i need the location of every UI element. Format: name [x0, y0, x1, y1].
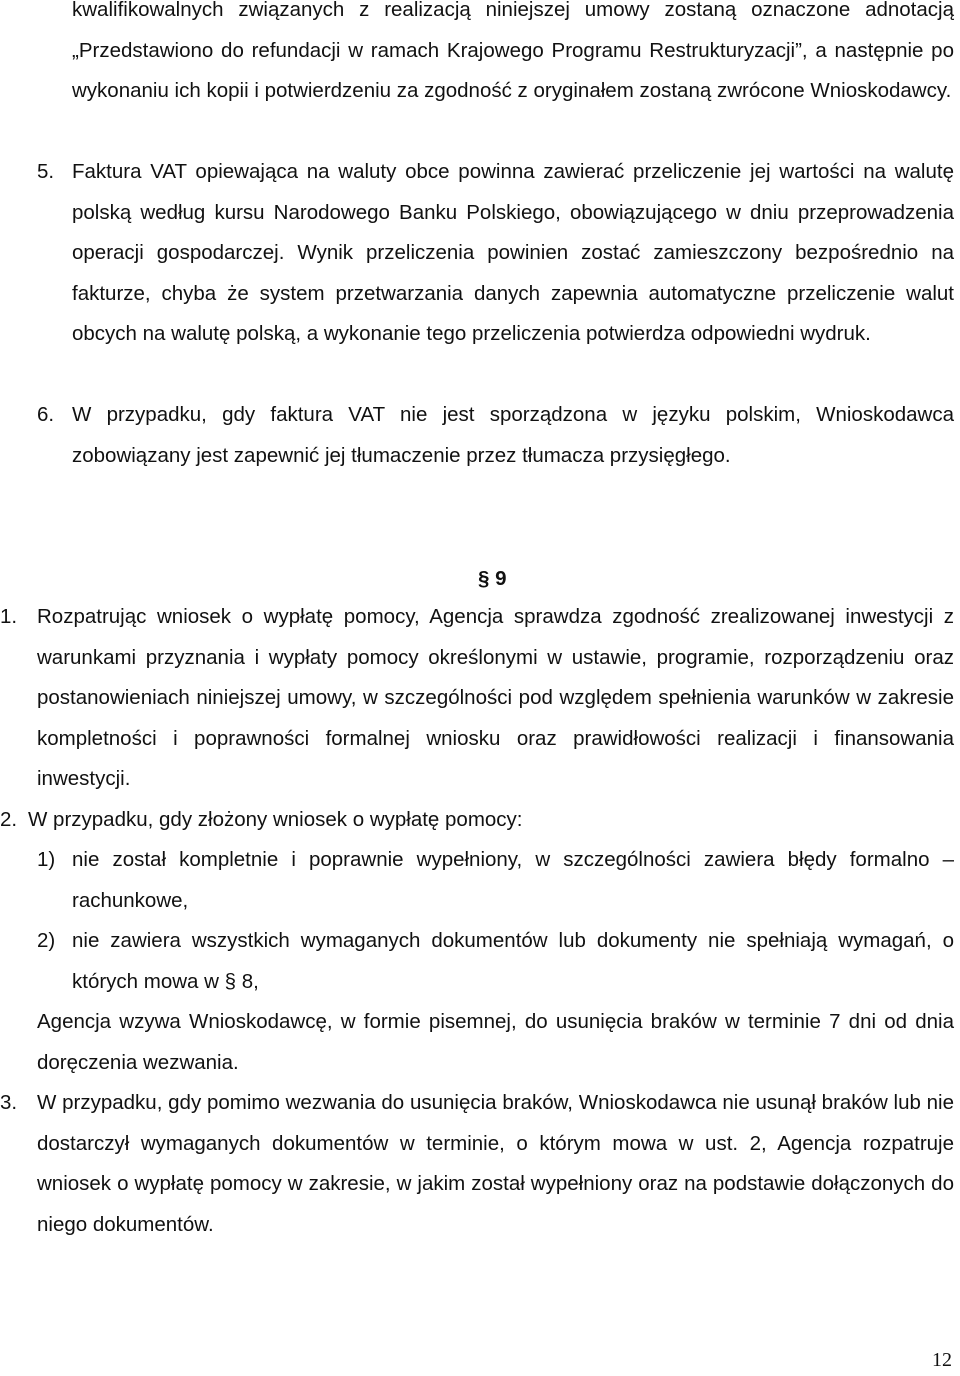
s9-item-2-closing: Agencja wzywa Wnioskodawcę, w formie pisemnej, do usunięcia braków w terminie 7 dni od dnia doręczenia wezwania. [37, 1010, 954, 1074]
s9-item-2-lead: W przypadku, gdy złożony wniosek o wypłatę pomocy: [28, 808, 523, 831]
item-6-text: W przypadku, gdy faktura VAT nie jest sporządzona w języku polskim, Wnioskodawca zobowiązany jest zapewnić jej tłumaczenie przez tłumacza przysięgłego. [72, 403, 954, 467]
s9-item-2-sub-2-number: 2) [37, 929, 56, 952]
section-heading: § 9 [478, 567, 507, 590]
s9-item-2-sub-1-number: 1) [37, 848, 56, 871]
s9-item-1-number: 1. [0, 605, 18, 628]
s9-item-3-number: 3. [0, 1091, 18, 1114]
s9-item-3-text: W przypadku, gdy pomimo wezwania do usunięcia braków, Wnioskodawca nie usunął braków lub nie dostarczył wymaganych dokumentów w terminie, o którym mowa w ust. 2, Agencja rozpatruje wniosek o wypłatę pomocy w zakresie, w jakim został wypełniony oraz na podstawie dołączonych do niego dokumentów. [37, 1091, 954, 1236]
s9-item-2-sub-2-text: nie zawiera wszystkich wymaganych dokumentów lub dokumenty nie spełniają wymagań, o których mowa w § 8, [72, 929, 954, 993]
intro-paragraph: kwalifikowalnych związanych z realizacją niniejszej umowy zostaną oznaczone adnotacją „Przedstawiono do refundacji w ramach Krajowego Programu Restrukturyzacji”, a następnie po wykonaniu ich kopii i potwierdzeniu za zgodność z oryginałem zostaną zwrócone Wnioskodawcy. [72, 0, 954, 103]
page-number: 12 [932, 1349, 952, 1371]
item-6-number: 6. [37, 403, 55, 426]
s9-item-1-text: Rozpatrując wniosek o wypłatę pomocy, Agencja sprawdza zgodność zrealizowanej inwestycji z warunkami przyznania i wypłaty pomocy określonymi w ustawie, programie, rozporządzeniu oraz postanowieniach niniejszej umowy, w szczególności pod względem spełnienia warunków w zakresie kompletności i poprawności formalnej wniosku oraz prawidłowości realizacji i finansowania inwestycji. [37, 605, 954, 791]
s9-item-2-sub-1-text: nie został kompletnie i poprawnie wypełniony, w szczególności zawiera błędy formalno – rachunkowe, [72, 848, 954, 912]
s9-item-2-number: 2. [0, 808, 18, 831]
item-5-number: 5. [37, 160, 55, 183]
item-5-text: Faktura VAT opiewająca na waluty obce powinna zawierać przeliczenie jej wartości na walutę polską według kursu Narodowego Banku Polskiego, obowiązującego w dniu przeprowadzenia operacji gospodarczej. Wynik przeliczenia powinien zostać zamieszczony bezpośrednio na fakturze, chyba że system przetwarzania danych zapewnia automatyczne przeliczenie walut obcych na walutę polską, a wykonanie tego przeliczenia potwierdza odpowiedni wydruk. [72, 160, 954, 346]
